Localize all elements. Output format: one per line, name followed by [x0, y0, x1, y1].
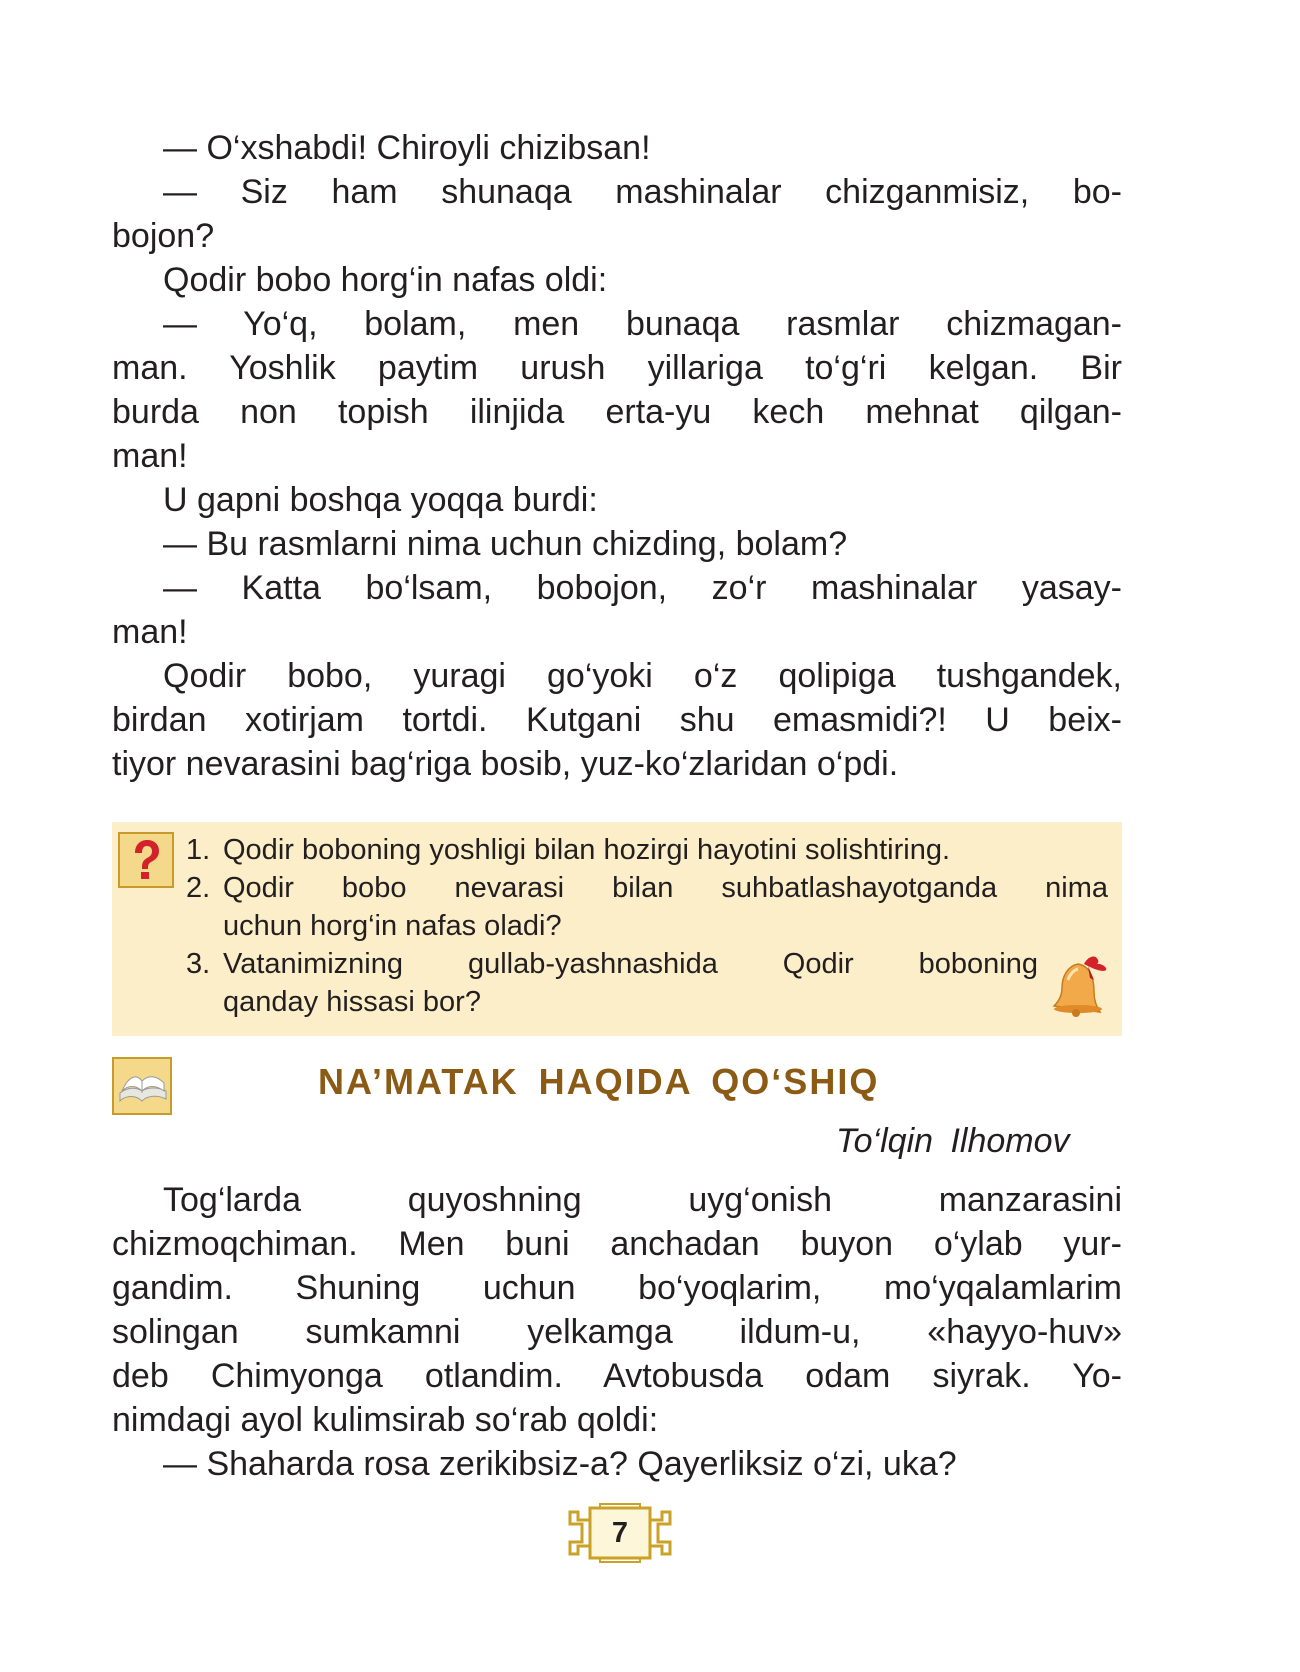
question-line: uchun horg‘in nafas oladi? [223, 910, 562, 942]
question-line: Qodir boboning yoshligi bilan hozirgi hayotini solishtiring. [223, 834, 951, 866]
text-line: nimdagi ayol kulimsirab so‘rab qoldi: [112, 1401, 659, 1439]
question-number: 1. [186, 834, 211, 866]
text-line: Qodir bobo, yuragi go‘yoki o‘z qolipiga tushgandek, [163, 657, 1122, 695]
open-book-icon [112, 1057, 172, 1115]
text-line: tiyor nevarasini bag‘riga bosib, yuz-ko‘zlaridan o‘pdi. [112, 745, 899, 783]
text-line: — Bu rasmlarni nima uchun chizding, bolam? [163, 525, 848, 563]
text-line: — Yo‘q, bolam, men bunaqa rasmlar chizmagan- [163, 305, 1122, 343]
page-number-badge [566, 1502, 674, 1564]
question-line: qanday hissasi bor? [223, 986, 481, 1018]
text-line: — Shaharda rosa zerikibsiz-a? Qayerliksiz o‘zi, uka? [163, 1445, 957, 1483]
question-line: Vatanimizning gullab-yashnashida Qodir boboning [223, 948, 1038, 980]
question-number: 3. [186, 948, 211, 980]
questions-box [112, 822, 1122, 1036]
text-line: solingan sumkamni yelkamga ildum-u, «hayyo-huv» [112, 1313, 1122, 1351]
text-line: chizmoqchiman. Men buni anchadan buyon o‘ylab yur- [112, 1225, 1122, 1263]
text-line: gandim. Shuning uchun bo‘yoqlarim, mo‘yqalamlarim [112, 1269, 1122, 1307]
text-line: birdan xotirjam tortdi. Kutgani shu emasmidi?! U beix- [112, 701, 1122, 739]
text-line: Tog‘larda quyoshning uyg‘onish manzarasini [163, 1181, 1122, 1219]
question-line: Qodir bobo nevarasi bilan suhbatlashayotganda nima [223, 872, 1108, 904]
text-line: Qodir bobo horg‘in nafas oldi: [163, 261, 608, 299]
section-author: To‘lqin Ilhomov [836, 1122, 1070, 1160]
text-line: deb Chimyonga otlandim. Avtobusda odam siyrak. Yo- [112, 1357, 1122, 1395]
bell-icon [1048, 950, 1118, 1020]
text-line: bojon? [112, 217, 215, 255]
text-line: — Katta bo‘lsam, bobojon, zo‘r mashinalar yasay- [163, 569, 1122, 607]
text-line: man! [112, 437, 188, 475]
section-title: NA’MATAK HAQIDA QO‘SHIQ [318, 1061, 880, 1102]
text-line: burda non topish ilinjida erta-yu kech mehnat qilgan- [112, 393, 1122, 431]
text-line: — Siz ham shunaqa mashinalar chizganmisiz, bo- [163, 173, 1122, 211]
text-line: — O‘xshabdi! Chiroyli chizibsan! [163, 129, 651, 167]
page-number: 7 [611, 1517, 629, 1549]
question-number: 2. [186, 872, 211, 904]
text-line: man! [112, 613, 188, 651]
text-line: man. Yoshlik paytim urush yillariga to‘g‘ri kelgan. Bir [112, 349, 1122, 387]
question-mark-icon [118, 832, 174, 888]
text-line: U gapni boshqa yoqqa burdi: [163, 481, 598, 519]
